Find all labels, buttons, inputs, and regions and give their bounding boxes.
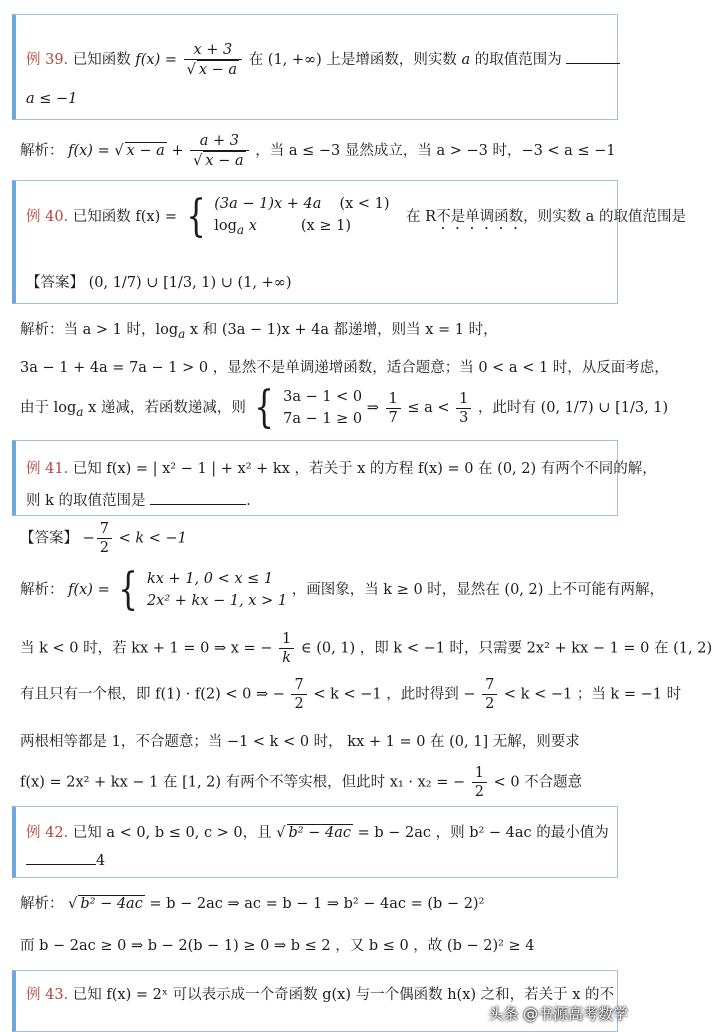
example-41-box — [12, 440, 657, 516]
fraction: $\frac{x + 3}{√ x - a}$ — [184, 41, 242, 79]
solution-41-line-5: f(x) = 2x² + kx − 1 在 [1, 2) 有两个不等实根，但此时 x₁ · x₂ = − $\frac{1}{2}$ < 0 不合题意 — [20, 765, 583, 800]
example-label: 例 41. — [26, 461, 69, 477]
fraction: $\frac{7}{2}$ — [482, 676, 497, 713]
fraction: $\frac{1}{2}$ — [472, 764, 487, 801]
answer-41: 【答案】 − $\frac{7}{2}$ < k < −1 — [20, 521, 187, 556]
fraction: $\frac{1}{7}$ — [386, 390, 401, 427]
solution-42-line-2: 而 b − 2ac ≥ 0 ⇒ b − 2(b − 1) ≥ 0 ⇒ b ≤ 2 ，又 b ≤ 0 ，故 (b − 2)² ≥ 4 — [20, 938, 535, 954]
solution-41-line-2: 当 k < 0 时，若 kx + 1 = 0 ⇒ x = − $\frac{1}{k}$ ∈ (0, 1) ，即 k < −1 时，只需要 2x² + kx − 1 = 0 在 (1, 2) — [20, 631, 712, 666]
example-label: 例 43. — [26, 987, 69, 1003]
example-42-answer: 4 — [26, 853, 105, 869]
example-42-box — [12, 806, 618, 878]
example-43-question: 例 43. 已知 f(x) = 2ˣ 可以表示成一个奇函数 g(x) 与一个偶函数 h(x) 之和，若关于 x 的不 — [26, 987, 615, 1003]
example-40-answer: 【答案】 (0, 1/7) ∪ [1/3, 1) ∪ (1, +∞) — [26, 275, 292, 291]
fraction: $\frac{7}{2}$ — [97, 520, 112, 557]
solution-40-line-3: 由于 $\log_a x$ 递减，若函数递减，则 { 3a − 1 < 0 7a − 1 ≥ 0 ⇒ $\frac{1}{7}$ ≤ a < $\frac{1}{3}$ ，此时有 (0, 1/7) ∪ [1/3, 1) — [20, 382, 669, 433]
example-40-question: 例 40. 已知函数 f(x) = { (3a − 1)x + 4a (x < 1) $\log_a x$ (x ≥ 1) 在 R不是单调函数，则实数 a 的取值范围是 — [26, 190, 686, 242]
answer-blank — [26, 864, 96, 865]
example-42-question: 例 42. 已知 a < 0, b ≤ 0, c > 0，且 √ b² − 4ac = b − 2ac ，则 b² − 4ac 的最小值为 — [26, 825, 609, 841]
example-39-box — [12, 14, 618, 120]
fraction: $\frac{7}{2}$ — [291, 676, 306, 713]
fraction: $\frac{1}{k}$ — [279, 630, 294, 667]
solution-40-line-1: 解析：当 a > 1 时，$\log_a x$ 和 (3a − 1)x + 4a 都递增，则当 x = 1 时， — [20, 322, 498, 341]
example-label: 例 39. — [26, 52, 69, 68]
example-41-question-line-2: 则 k 的取值范围是 . — [26, 493, 251, 509]
example-41-question-line-1: 例 41. 已知 f(x) = | x² − 1 | + x² + kx ，若关于 x 的方程 f(x) = 0 在 (0, 2) 有两个不同的解， — [26, 461, 657, 477]
piecewise-function: (3a − 1)x + 4a (x < 1) $\log_a x$ (x ≥ 1) — [214, 196, 390, 237]
watermark: 头条 @书源高考数学 — [488, 1005, 628, 1023]
solution-41-line-4: 两根相等都是 1，不合题意；当 −1 < k < 0 时， kx + 1 = 0 在 (0, 1] 无解，则要求 — [20, 734, 580, 750]
solution-42-line-1: 解析： √ b² − 4ac = b − 2ac ⇒ ac = b − 1 ⇒ b² − 4ac = (b − 2)² — [20, 896, 485, 912]
fraction: $\frac{1}{3}$ — [456, 390, 471, 427]
answer-blank — [566, 63, 620, 64]
example-40-box — [12, 180, 686, 304]
example-39-question: 例 39. 已知函数 f(x) = $\frac{x + 3}{√ x - a}$ 在 (1, +∞) 上是增函数，则实数 a 的取值范围为 — [26, 41, 620, 79]
inequality-system: 3a − 1 < 0 7a − 1 ≥ 0 — [283, 389, 363, 427]
solution-40-line-2: 3a − 1 + 4a = 7a − 1 > 0 ，显然不是单调递增函数，适合题意；当 0 < a < 1 时，从反面考虑， — [20, 360, 669, 376]
answer-blank — [150, 504, 246, 505]
fraction: $\frac{a + 3}{√ x - a}$ — [190, 132, 248, 170]
solution-41-line-1: 解析： f(x) = { kx + 1, 0 < x ≤ 1 2x² + kx − 1, x > 1 ，画图象，当 k ≥ 0 时，显然在 (0, 2) 上不可能有两解， — [20, 564, 665, 615]
solution-41-line-3: 有且只有一个根，即 f(1) · f(2) < 0 ⇒ − $\frac{7}{2}$ < k < −1 ，此时得到 − $\frac{7}{2}$ < k < −1 ；当 k = −1 时 — [20, 677, 682, 712]
example-39-answer: a ≤ −1 — [26, 91, 78, 107]
example-label: 例 42. — [26, 825, 69, 841]
piecewise-function: kx + 1, 0 < x ≤ 1 2x² + kx − 1, x > 1 — [146, 571, 288, 609]
solution-39: 解析： f(x) = √ x − a + $\frac{a + 3}{√ x - a}$ ，当 a ≤ −3 显然成立，当 a > −3 时，−3 < a ≤ −1 — [20, 133, 616, 169]
example-label: 例 40. — [26, 208, 69, 225]
